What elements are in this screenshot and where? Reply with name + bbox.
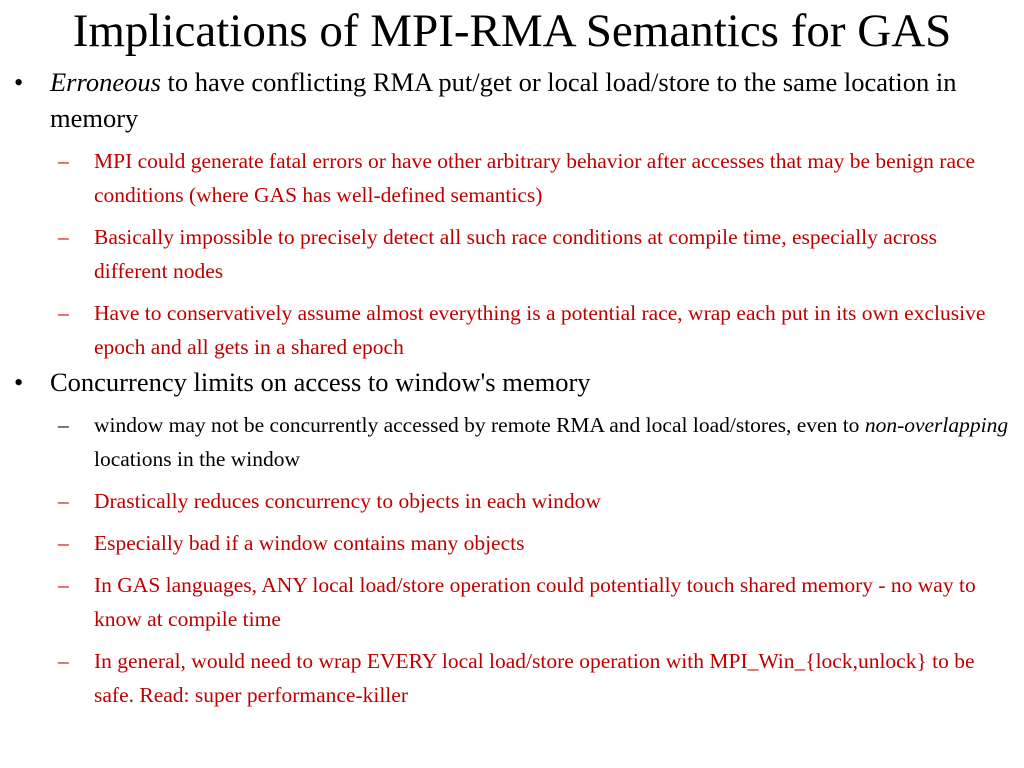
dash-icon: – — [58, 649, 69, 673]
dash-icon: – — [58, 531, 69, 555]
sub-point-text: Drastically reduces concurrency to objects in each window — [94, 489, 601, 513]
sub-point — [14, 526, 1014, 560]
sub-point — [14, 644, 1014, 712]
sub-point — [14, 296, 1014, 364]
sub-point-text: Especially bad if a window contains many objects — [94, 531, 525, 555]
bullet-emphasis: Erroneous — [50, 67, 161, 97]
sub-point-text: Have to conservatively assume almost everything is a potential race, wrap each put in its own exclusive epoch and all gets in a shared epoch — [94, 301, 986, 359]
dash-icon: – — [58, 225, 69, 249]
sub-point-text: Basically impossible to precisely detect all such race conditions at compile time, especially across different nodes — [94, 225, 938, 283]
bullet-text: to have conflicting RMA put/get or local load/store to the same location in memory — [50, 67, 957, 133]
sub-point-text: MPI could generate fatal errors or have other arbitrary behavior after accesses that may be benign race conditions (where GAS has well-defined semantics) — [94, 149, 976, 207]
bullet-point-concurrency — [14, 364, 1014, 400]
sub-point-text: window may not be concurrently accessed by remote RMA and local load/stores, even to — [94, 413, 865, 437]
sub-point — [14, 220, 1014, 288]
sub-point-emphasis: non-overlapping — [864, 413, 1009, 437]
bullet-icon: • — [14, 67, 24, 97]
dash-icon: – — [58, 301, 69, 325]
bullet-point-erroneous — [14, 64, 1014, 136]
sub-point-text: In GAS languages, ANY local load/store operation could potentially touch shared memory - no way to know at compile time — [94, 573, 976, 631]
sub-point — [14, 568, 1014, 636]
slide-title: Implications of MPI-RMA Semantics for GAS — [72, 5, 952, 57]
sub-point — [14, 144, 1014, 212]
sub-point-text-end: locations in the window — [94, 447, 301, 471]
dash-icon: – — [58, 149, 69, 173]
slide-body — [14, 64, 1014, 712]
bullet-icon: • — [14, 367, 24, 397]
sub-point — [14, 408, 1014, 476]
dash-icon: – — [58, 413, 69, 437]
dash-icon: – — [58, 573, 69, 597]
bullet-text: Concurrency limits on access to window's memory — [50, 367, 591, 397]
dash-icon: – — [58, 489, 69, 513]
sub-point-text: In general, would need to wrap EVERY local load/store operation with MPI_Win_{lock,unlock} to be safe. Read: super performance-killer — [94, 649, 975, 707]
sub-point — [14, 484, 1014, 518]
